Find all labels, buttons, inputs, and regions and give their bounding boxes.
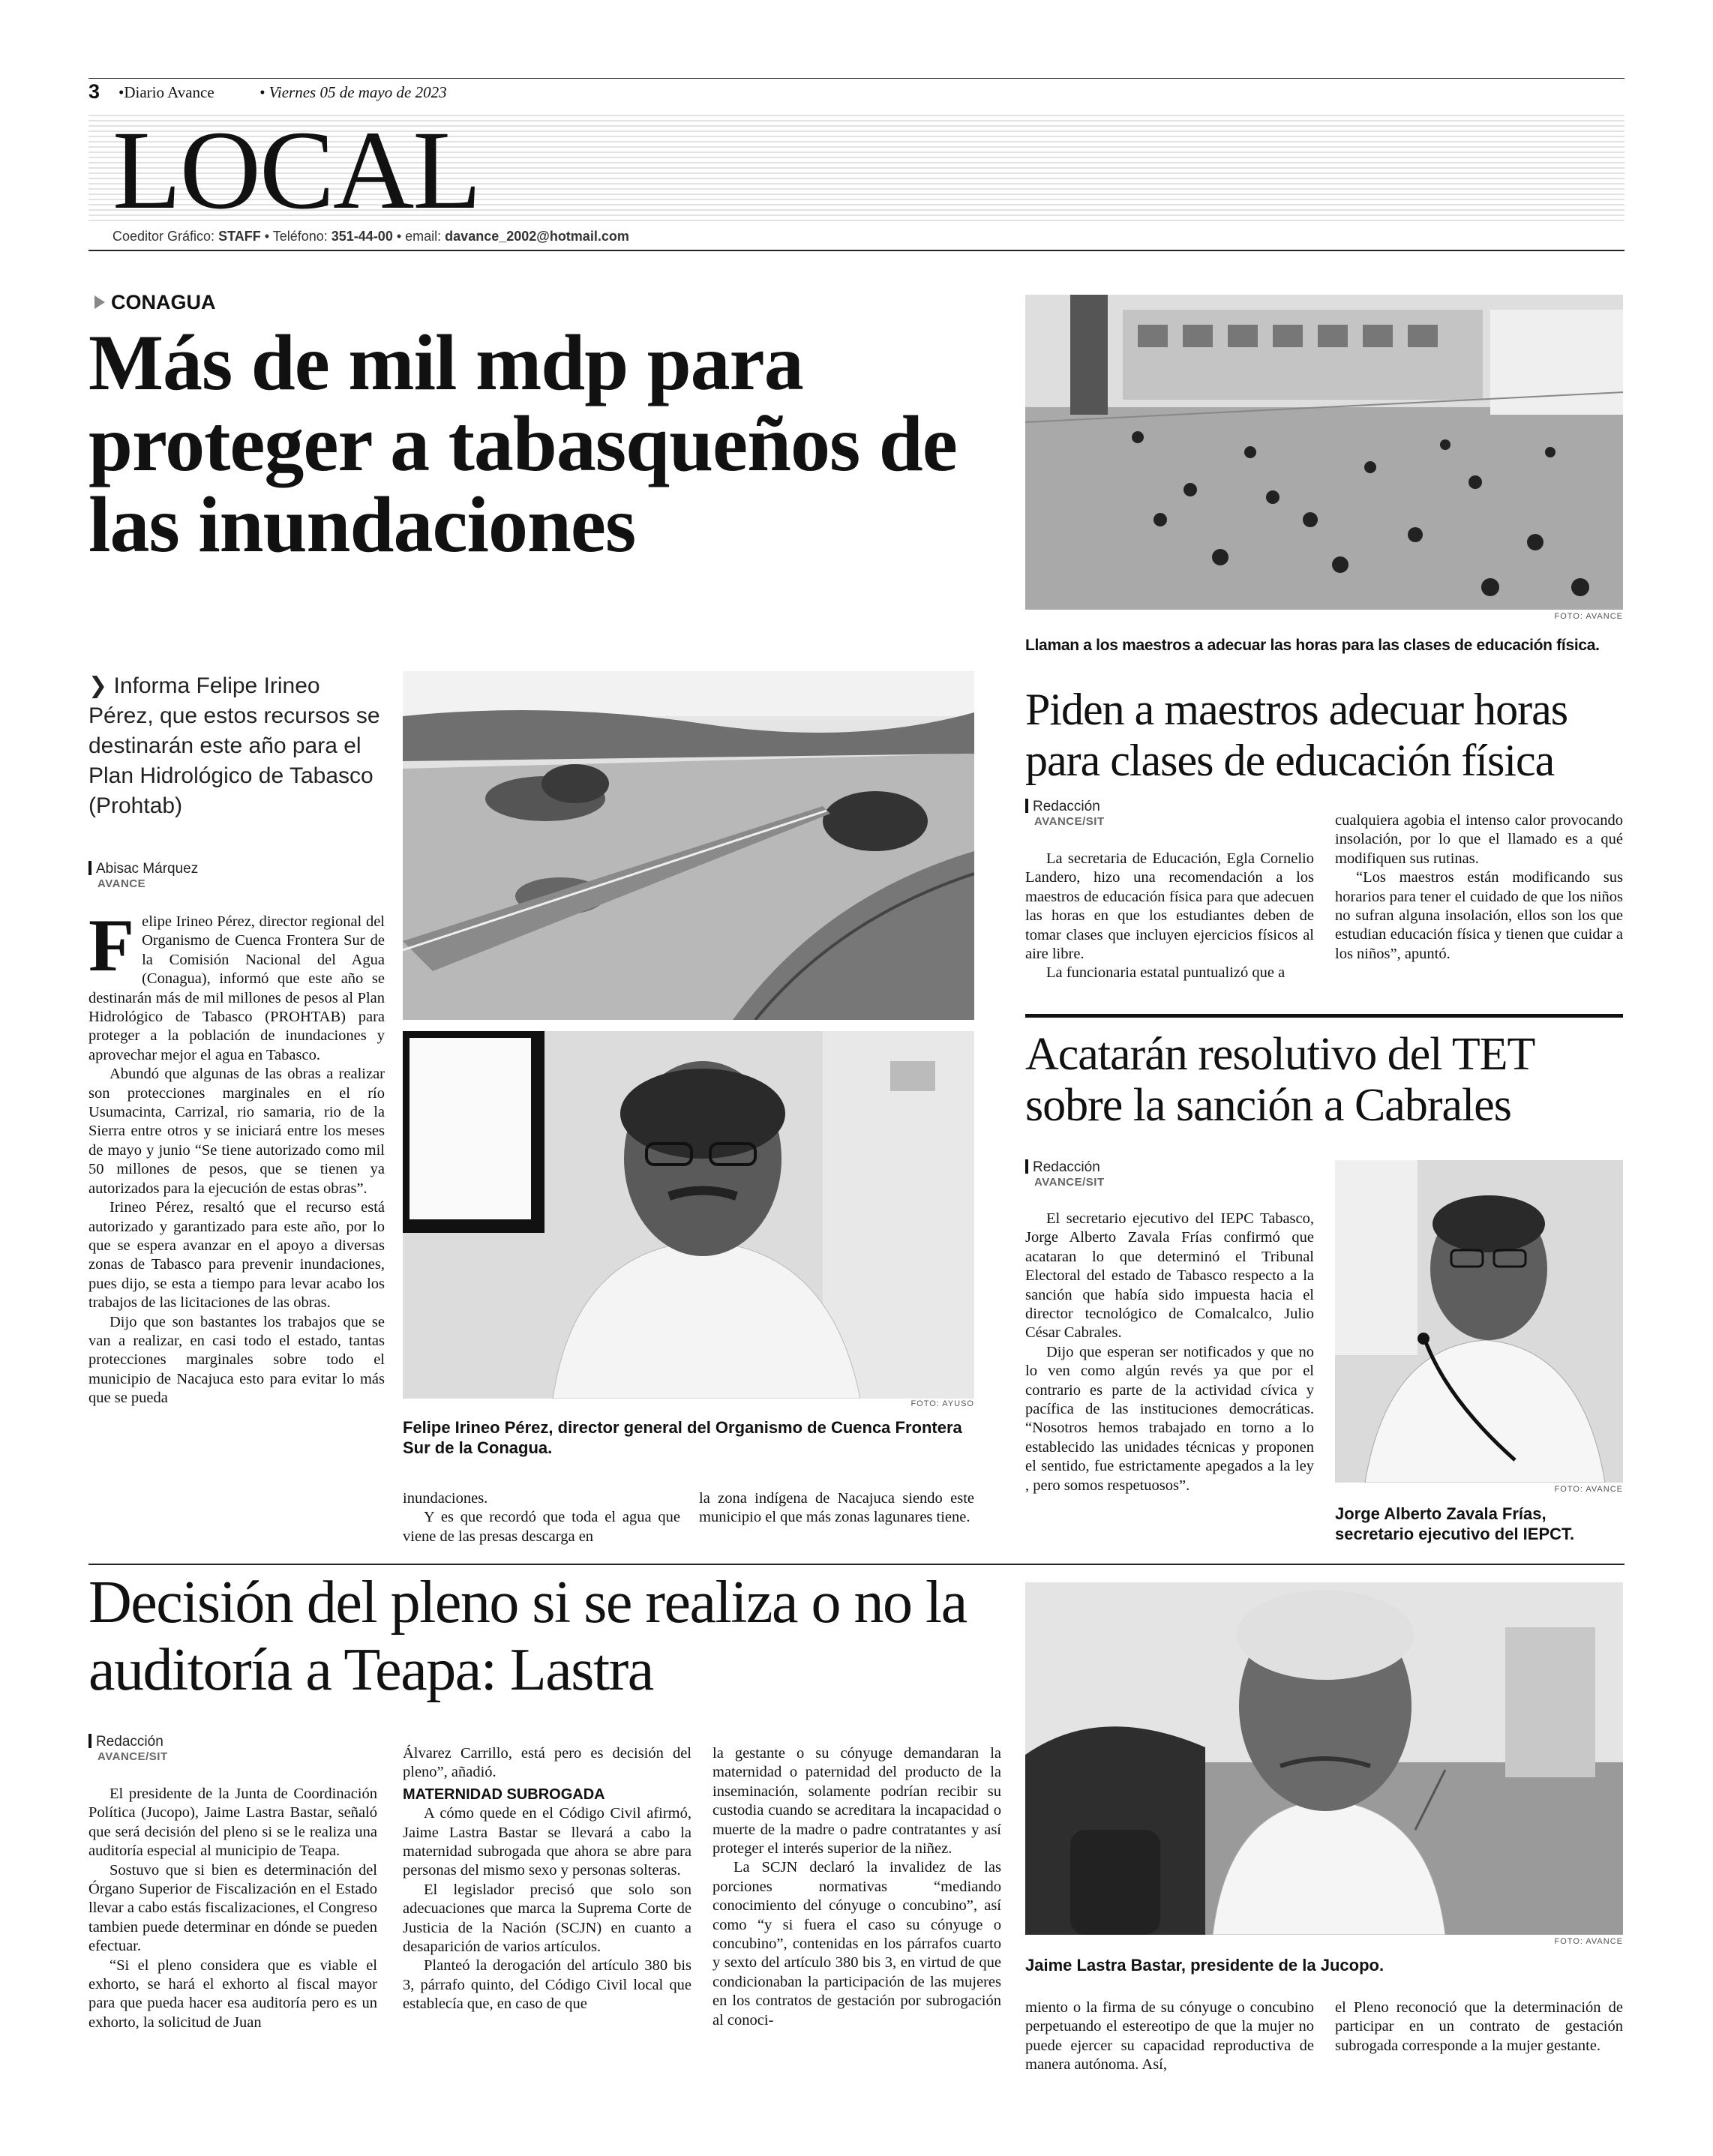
article4-col5: el Pleno reconoció que la determinación de participar en un contrato de gestación subrogada corresponde a la mujer gestante. [1335,1999,1623,2054]
article1-col3: la zona indígena de Nacajuca siendo este municipio el que más zonas lagunares tiene. [699,1490,974,1526]
issue-date: • Viernes 05 de mayo de 2023 [260,83,447,101]
photo-credit-2: FOTO: AVANCE [1554,612,1623,621]
flood-photo [403,671,974,1020]
iepc-photo [1335,1160,1623,1483]
photo-credit: FOTO: AYUSO [910,1399,974,1408]
page-header [88,78,1624,102]
drop-cap: F [88,904,135,987]
article2-col1: La secretaria de Educación, Egla Cornelio Landero, hizo una recomendación a los maestros de educación física para que adecuen las horas en que los estudiantes deben de tomar clases que incluyen ejercicios físicos al aire libre. La funcionaria estatal puntualizó que a [1025,850,1314,982]
article2-col2: cualquiera agobia el intenso calor provocando insolación, por lo que el llamado es a qué modifiquen sus rutinas. “Los maestros están modificando sus horarios para tener el cuidado de que los niños no sufran alguna insolación, ellos son los que estudian educación física y tienen que cuidar a los niños”, apuntó. [1335,812,1623,962]
byline: Abisac Márquez AVANCE [88,861,198,890]
byline-2: Redacción AVANCE/SIT [1025,799,1105,828]
byline-4: Redacción AVANCE/SIT [88,1734,168,1763]
paper-name: •Diario Avance [118,83,214,101]
subhead: MATERNIDAD SUBROGADA [403,1786,605,1803]
article4-col2: Álvarez Carrillo, está pero es decisión del pleno”, añadió. MATERNIDAD SUBROGADA A cómo quede en el Código Civil afirmó, Jaime Lastra Bastar se llevará a cabo la maternidad subrogada que ahora se abre para personas del mismo sexo y personas solteras. El legislador precisó que solo son adecuaciones que marca la Suprema Corte de Justicia de la Nación (SCJN) en cuanto a desaparición de varios artículos. Planteó la derogación del artículo 380 bis 3, párrafo quinto, del Código Civil local que establecía que, en caso de que [403,1745,692,2013]
byline-3: Redacción AVANCE/SIT [1025,1159,1105,1189]
photo-caption-2: Llaman a los maestros a adecuar las horas para las clases de educación física. [1025,637,1600,654]
article-divider [1025,1014,1623,1018]
deck: ❯ Informa Felipe Irineo Pérez, que estos recursos se destinarán este año para el Plan Hidrológico de Tabasco (Prohtab) [88,673,380,818]
chevron-icon: ❯ [88,673,108,698]
header-rule [88,250,1624,251]
staff-line: Coeditor Gráfico: STAFF • Teléfono: 351-44-00 • email: davance_2002@hotmail.com [112,229,629,244]
photo-caption: Felipe Irineo Pérez, director general del Organismo de Cuenca Frontera Sur de la Conagua. [403,1418,962,1457]
article3-col: El secretario ejecutivo del IEPC Tabasco, Jorge Alberto Zavala Frías confirmó que acataran lo que determinó el Tribunal Electoral del estado de Tabasco respecto a la sanción que había sido impuesta hacia el director tecnológico de Comalcalco, Julio César Cabrales. Dijo que esperan ser notificados y que no lo ven como algún revés ya que por el contrario es parte de la actividad cívica y pacífica de las instituciones democráticas. “Nosotros hemos trabajado en torno a lo establecido las unidades técnicas y proponen el sentido, fue estrictamente apegados a la ley , pero somos respetuosos”. [1025,1210,1314,1494]
iepc-image [1335,1160,1623,1483]
lastra-image [1025,1582,1623,1935]
page-number: 3 [88,80,100,103]
portrait-image [403,1031,974,1399]
flood-image [403,671,974,1020]
email-link[interactable]: davance_2002@hotmail.com [445,229,629,244]
section-divider [88,1564,1624,1565]
kicker: CONAGUA [94,291,216,314]
article1-col2: inundaciones. Y es que recordó que toda el agua que viene de las presas descarga en [403,1490,680,1545]
portrait-photo [403,1031,974,1399]
article4-col4: miento o la firma de su cónyuge o concubino perpetuando el estereotipo de que la mujer no puede ejercer su capacidad reproductiva de manera autónoma. Así, [1025,1999,1314,2074]
photo-credit-4: FOTO: AVANCE [1554,1937,1623,1946]
article4-col3: la gestante o su cónyuge demandaran la maternidad o paternidad del producto de la inseminación, solamente podrían recibir su custodia cuando se acreditara la incapacidad o muerte de la madre o padre contratantes y así proteger el interés superior de la niñez. La SCJN declaró la invalidez de las porciones normativas “mediando conocimiento del cónyuge o concubino”, así como “y si fuera el caso su cónyuge o concubino”, contenidas en los párrafos cuarto y sexto del artículo 380 bis 3, en virtud de que condicionaban la participación de las mujeres en los contratos de gestación por subrogación al conoci- [712,1745,1001,2029]
school-photo [1025,295,1623,610]
photo-caption-3: Jorge Alberto Zavala Frías, secretario ejecutivo del IEPCT. [1335,1504,1575,1543]
main-headline: Más de mil mdp para proteger a tabasqueños de las inundaciones [88,319,957,568]
photo-caption-4: Jaime Lastra Bastar, presidente de la Jucopo. [1025,1956,1384,1975]
article4-col1: El presidente de la Junta de Coordinación Política (Jucopo), Jaime Lastra Bastar, señaló que será decisión del pleno si se le realiza una auditoría especial al municipio de Teapa. Sostuvo que si bien es determinación del Órgano Superior de Fiscalización en el Estado llevar a cabo estás fiscalizaciones, el Congreso tambien puede determinar en dónde se pueden efectuar. “Si el pleno considera que es viable el exhorto, se hará el exhorto al fiscal mayor para que pueda hacer esa auditoría pero es un exhorto, la solicitud de Juan [88,1786,377,2031]
article4-headline: Decisión del pleno si se realiza o no la auditoría a Teapa: Lastra [88,1570,967,1703]
article1-col1: Felipe Irineo Pérez, director regional del Organismo de Cuenca Frontera Sur de la Comisión Nacional del Agua (Conagua), informó que este año se destinarán más de mil millones de pesos al Plan Hidrológico de Tabasco (PROHTAB) para proteger a la población de inundaciones y aprovechar mejor el agua en Tabasco. Abundó que algunas de las obras a realizar son protecciones marginales en el río Usumacinta, Carrizal, rio samaria, rio de la Sierra entre otros y se iniciará entre los meses de mayo y junio “Se tiene autorizado como mil 50 millones de pesos, que se tienen ya autorizados para la ejecución de estas obras”. Irineo Pérez, resaltó que el recurso está autorizado y garantizado para este año, por lo que se espera avanzar en el apoyo a diversas zonas de Tabasco para prevenir inundaciones, pues dijo, se esta a tiempo para levar acabo los trabajos de las licitaciones de las obras. Dijo que son bastantes los trabajos que se van a realizar, en casi todo el estado, tantas protecciones marginales sobre todo el municipio de Nacajuca esto para evitar lo más que se pueda [88,904,385,1407]
article3-headline: Acatarán resolutivo del TET sobre la sanción a Cabrales [1025,1029,1534,1131]
photo-credit-3: FOTO: AVANCE [1554,1485,1623,1494]
play-icon [94,295,105,309]
school-image [1025,295,1623,610]
lastra-photo [1025,1582,1623,1935]
article2-headline: Piden a maestros adecuar horas para clases de educación física [1025,685,1568,785]
section-title: LOCAL [112,108,480,232]
